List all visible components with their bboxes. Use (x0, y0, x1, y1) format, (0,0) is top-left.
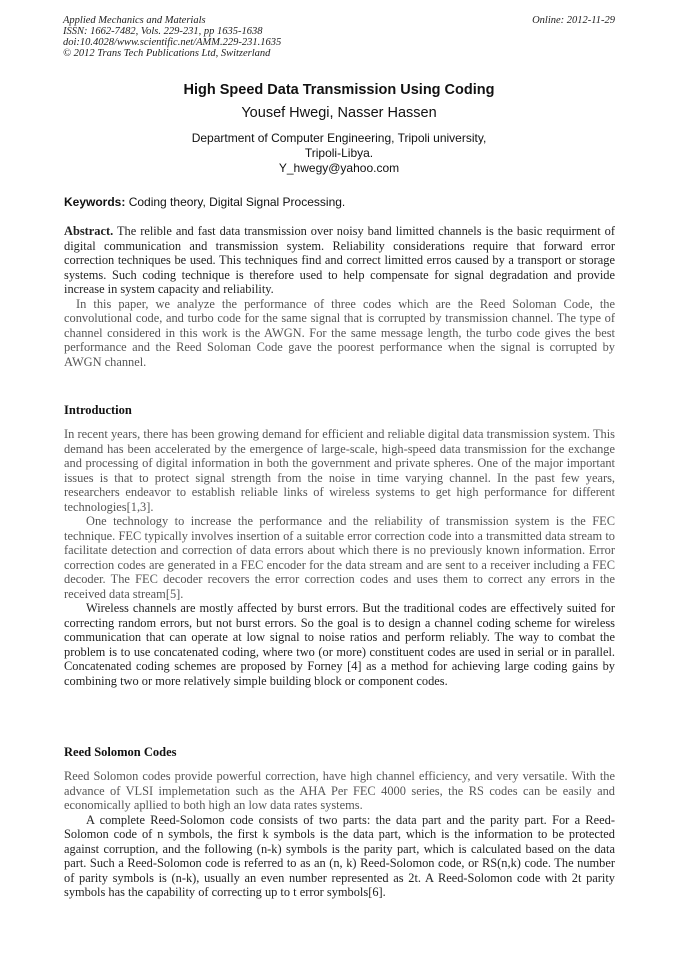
keywords-text: Coding theory, Digital Signal Processing. (125, 195, 346, 209)
introduction-section (64, 427, 615, 688)
keywords-label: Keywords: (64, 195, 126, 209)
introduction-paragraph-1: In recent years, there has been growing demand for efficient and reliable digital data transmission system. This demand has been accelerated by the emergence of large-scale, high-speed data transmission for the exchange and processing of digital information in both the government and private spheres. One of the major important issues is that to protect signal strength from the noise in time varying channel. In the past few years, researchers endeavor to establish reliable links of wireless systems to get high performance for different technologies[1,3]. (64, 427, 615, 514)
abstract (64, 224, 615, 369)
abstract-paragraph-1 (64, 224, 615, 297)
journal-header (63, 15, 615, 59)
introduction-paragraph-3: Wireless channels are mostly affected by burst errors. But the traditional codes are effectively suited for correcting random errors, but not burst errors. So the goal is to design a channel coding scheme for wireless communication that can operate at low signal to noise ratios and perform reliably. The way to combat the problem is to use concatenated coding, where two (or more) constituent codes are used in serial or in parallel. Concatenated coding schemes are proposed by Forney [4] as a method for achieving large coding gains by combining two or more relatively simple building block or component codes. (64, 601, 615, 688)
paper-authors: Yousef Hwegi, Nasser Hassen (241, 105, 437, 121)
journal-name: Applied Mechanics and Materials (63, 15, 206, 26)
reed-solomon-heading: Reed Solomon Codes (64, 745, 177, 759)
author-email: Y_hwegy@yahoo.com (278, 161, 400, 175)
keywords (64, 195, 616, 209)
introduction-heading: Introduction (64, 403, 132, 417)
issn-line: ISSN: 1662-7482, Vols. 229-231, pp 1635-1638 (63, 26, 263, 37)
doi-line: doi:10.4028/www.scientific.net/AMM.229-231.1635 (63, 37, 282, 48)
reed-solomon-paragraph-1: Reed Solomon codes provide powerful correction, have high channel efficiency, and very versatile. With the advance of VLSI implemetation such as the AHA Per FEC 4000 series, the RS codes can be easily and economically apllied to both high an low data rates systems. (64, 769, 615, 812)
paper-title: High Speed Data Transmission Using Coding (183, 82, 495, 98)
affiliation-department: Department of Computer Engineering, Tripoli university, (191, 131, 487, 145)
abstract-label: Abstract. (64, 224, 114, 238)
abstract-paragraph-2: In this paper, we analyze the performance of three codes which are the Reed Soloman Code, the convolutional code, and turbo code for the same signal that is corrupted by transmission channel. The type of channel considered in this work is the AWGN. For the same message length, the turbo code gives the best performance and the Reed Soloman Code gave the poorest performance when the signal is corrupted by AWGN channel. (64, 296, 615, 369)
affiliation-location: Tripoli-Libya. (304, 146, 374, 160)
copyright-line: © 2012 Trans Tech Publications Ltd, Switzerland (63, 48, 271, 59)
affiliation (0, 131, 678, 176)
introduction-paragraph-2: One technology to increase the performance and the reliability of transmission system is the FEC technique. FEC typically involves insertion of a suitable error correction code into a transmitted data stream to facilitate detection and correction of data errors about which there is no previously known information. Error correction codes are generated in a FEC encoder for the data stream and are sent to a receiver including a FEC decoder. The FEC decoder recovers the error correction codes and uses them to correct any errors in the received data stream[5]. (64, 514, 615, 601)
online-date: Online: 2012-11-29 (532, 15, 615, 26)
abstract-text-1: The relible and fast data transmission over noisy band limitted channels is the basic requirment of digital communication and transmission system. Reliability considerations require that forward error correction techniques be used. This techniques find and correct limitted erros caused by a transport or storage systems. Such coding technique is therefore used to help compensate for signal degradation and provide increase in system capacity and reliability. (64, 224, 615, 296)
reed-solomon-paragraph-2: A complete Reed-Solomon code consists of two parts: the data part and the parity part. For a Reed-Solomon code of n symbols, the first k symbols is the data part, which is the information to be protected against corruption, and the following (n-k) symbols is the parity part, which is calculated based on the data part. Such a Reed-Solomon code is referred to as an (n, k) Reed-Solomon code, or RS(n,k) code. The number of parity symbols is (n-k), usually an even number represented as 2t. A Reed-Solomon code with 2t parity symbols has the capability of correcting up to t error symbols[6]. (64, 812, 615, 899)
reed-solomon-section (64, 769, 615, 900)
